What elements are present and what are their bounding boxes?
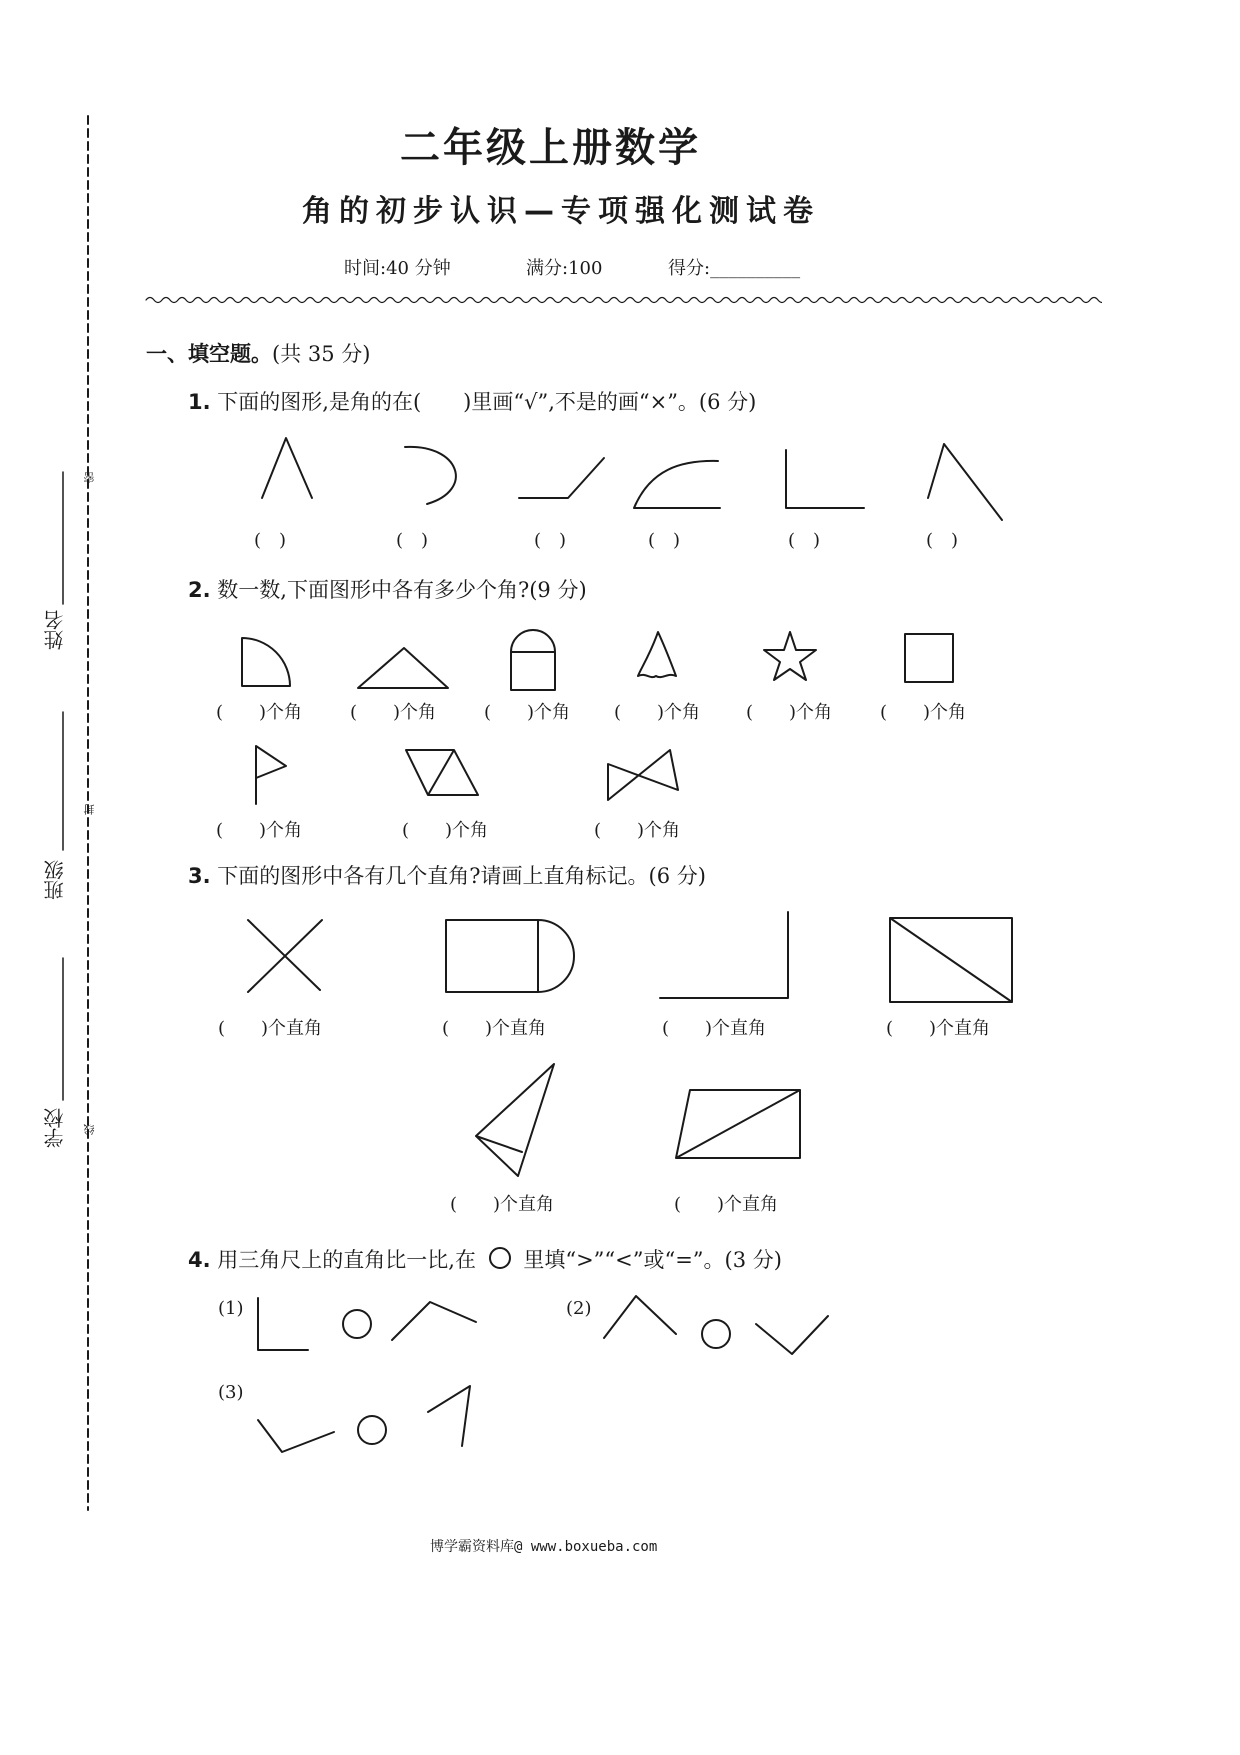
q3-figure-triangle-split (476, 1064, 554, 1176)
angle-count-blank[interactable]: ( )个角 (402, 820, 489, 841)
item-3-label: (3) (218, 1382, 244, 1403)
answer-blank[interactable]: ( ) (788, 530, 821, 551)
section-1-title: 填空题。 (188, 342, 272, 366)
score-field: 得分:__________ (668, 258, 801, 279)
question-4-text-after: 里填“>”“<”或“=”。(3 分) (523, 1248, 782, 1272)
q3-figure-rect-diagonal (890, 918, 1012, 1002)
item-2-label: (2) (566, 1298, 592, 1319)
wavy-divider (146, 298, 1102, 303)
q4-3-angle (258, 1420, 334, 1452)
angle-count-blank[interactable]: ( )个角 (746, 702, 833, 723)
page-subtitle: 角的初步认识—专项强化测试卷 (302, 194, 820, 229)
page-title: 二年级上册数学 (400, 125, 701, 171)
section-1-number: 一、 (146, 342, 188, 366)
q3-figure-corner (660, 912, 788, 998)
q3-figure-cross (248, 920, 322, 992)
q1-figure-apart-lines (928, 444, 1002, 520)
angle-count-blank[interactable]: ( )个角 (614, 702, 701, 723)
q2-figure-parallelogram (406, 750, 478, 795)
section-1-points: (共 35 分) (272, 342, 371, 366)
seal-mark-mi: 密 (83, 472, 96, 483)
q4-1-right-angle (258, 1298, 308, 1350)
q4-3-acute-angle (428, 1386, 470, 1446)
q2-figure-square (905, 634, 953, 682)
right-angle-count-blank[interactable]: ( )个直角 (450, 1194, 555, 1215)
answer-blank[interactable]: ( ) (254, 530, 287, 551)
answer-blank[interactable]: ( ) (648, 530, 681, 551)
q2-figure-arch-rect (511, 630, 555, 690)
q3-figure-parallelogram-diagonal (676, 1090, 800, 1158)
question-2-number: 2. (188, 578, 211, 602)
q4-3-compare-circle (358, 1416, 386, 1444)
seal-mark-feng: 封 (83, 804, 96, 815)
q2-figure-triangle (358, 648, 448, 688)
q2-figure-cone (638, 632, 676, 677)
question-4-number: 4. (188, 1248, 211, 1272)
answer-blank[interactable]: ( ) (926, 530, 959, 551)
q1-figure-open-line (519, 458, 604, 498)
right-angle-count-blank[interactable]: ( )个直角 (674, 1194, 779, 1215)
right-angle-count-blank[interactable]: ( )个直角 (662, 1018, 767, 1039)
q4-1-compare-circle (343, 1310, 371, 1338)
q4-1-obtuse-angle (392, 1302, 476, 1340)
angle-count-blank[interactable]: ( )个角 (880, 702, 967, 723)
class-label: 班级 (43, 860, 67, 900)
q2-figure-flag (256, 746, 286, 804)
angle-count-blank[interactable]: ( )个角 (594, 820, 681, 841)
footer-source: 博学霸资料库@ www.boxueba.com (430, 1539, 658, 1555)
school-label: 学校 (43, 1108, 67, 1148)
angle-count-blank[interactable]: ( )个角 (350, 702, 437, 723)
question-1-text: 下面的图形,是角的在( )里画“√”,不是的画“×”。(6 分) (217, 390, 757, 414)
full-score: 满分:100 (526, 258, 603, 279)
q4-2-compare-circle (702, 1320, 730, 1348)
q2-figure-bowtie (608, 750, 678, 800)
right-angle-count-blank[interactable]: ( )个直角 (218, 1018, 323, 1039)
question-2-text: 数一数,下面图形中各有多少个角?(9 分) (217, 578, 587, 602)
q2-figure-quarter-circle (242, 638, 290, 686)
q1-figure-angle (262, 438, 312, 498)
q4-2-angle-down (756, 1316, 828, 1354)
q2-figure-star (764, 632, 816, 680)
q4-2-angle (604, 1296, 676, 1338)
right-angle-count-blank[interactable]: ( )个直角 (886, 1018, 991, 1039)
answer-blank[interactable]: ( ) (396, 530, 429, 551)
question-3-number: 3. (188, 864, 211, 888)
right-angle-count-blank[interactable]: ( )个直角 (442, 1018, 547, 1039)
angle-count-blank[interactable]: ( )个角 (484, 702, 571, 723)
question-1-number: 1. (188, 390, 211, 414)
item-1-label: (1) (218, 1298, 244, 1319)
q1-figure-curved-side (634, 461, 720, 508)
question-4-text-before: 用三角尺上的直角比一比,在 (217, 1248, 476, 1272)
question-3-text: 下面的图形中各有几个直角?请画上直角标记。(6 分) (217, 864, 706, 888)
q3-figure-rect-semicircle (446, 920, 574, 992)
name-label: 姓名 (43, 610, 67, 650)
seal-mark-xian: 线 (83, 1124, 96, 1135)
exam-time: 时间:40 分钟 (344, 258, 451, 279)
answer-blank[interactable]: ( ) (534, 530, 567, 551)
angle-count-blank[interactable]: ( )个角 (216, 702, 303, 723)
q1-figure-right-angle (786, 450, 864, 508)
q1-figure-arc (405, 447, 456, 504)
angle-count-blank[interactable]: ( )个角 (216, 820, 303, 841)
